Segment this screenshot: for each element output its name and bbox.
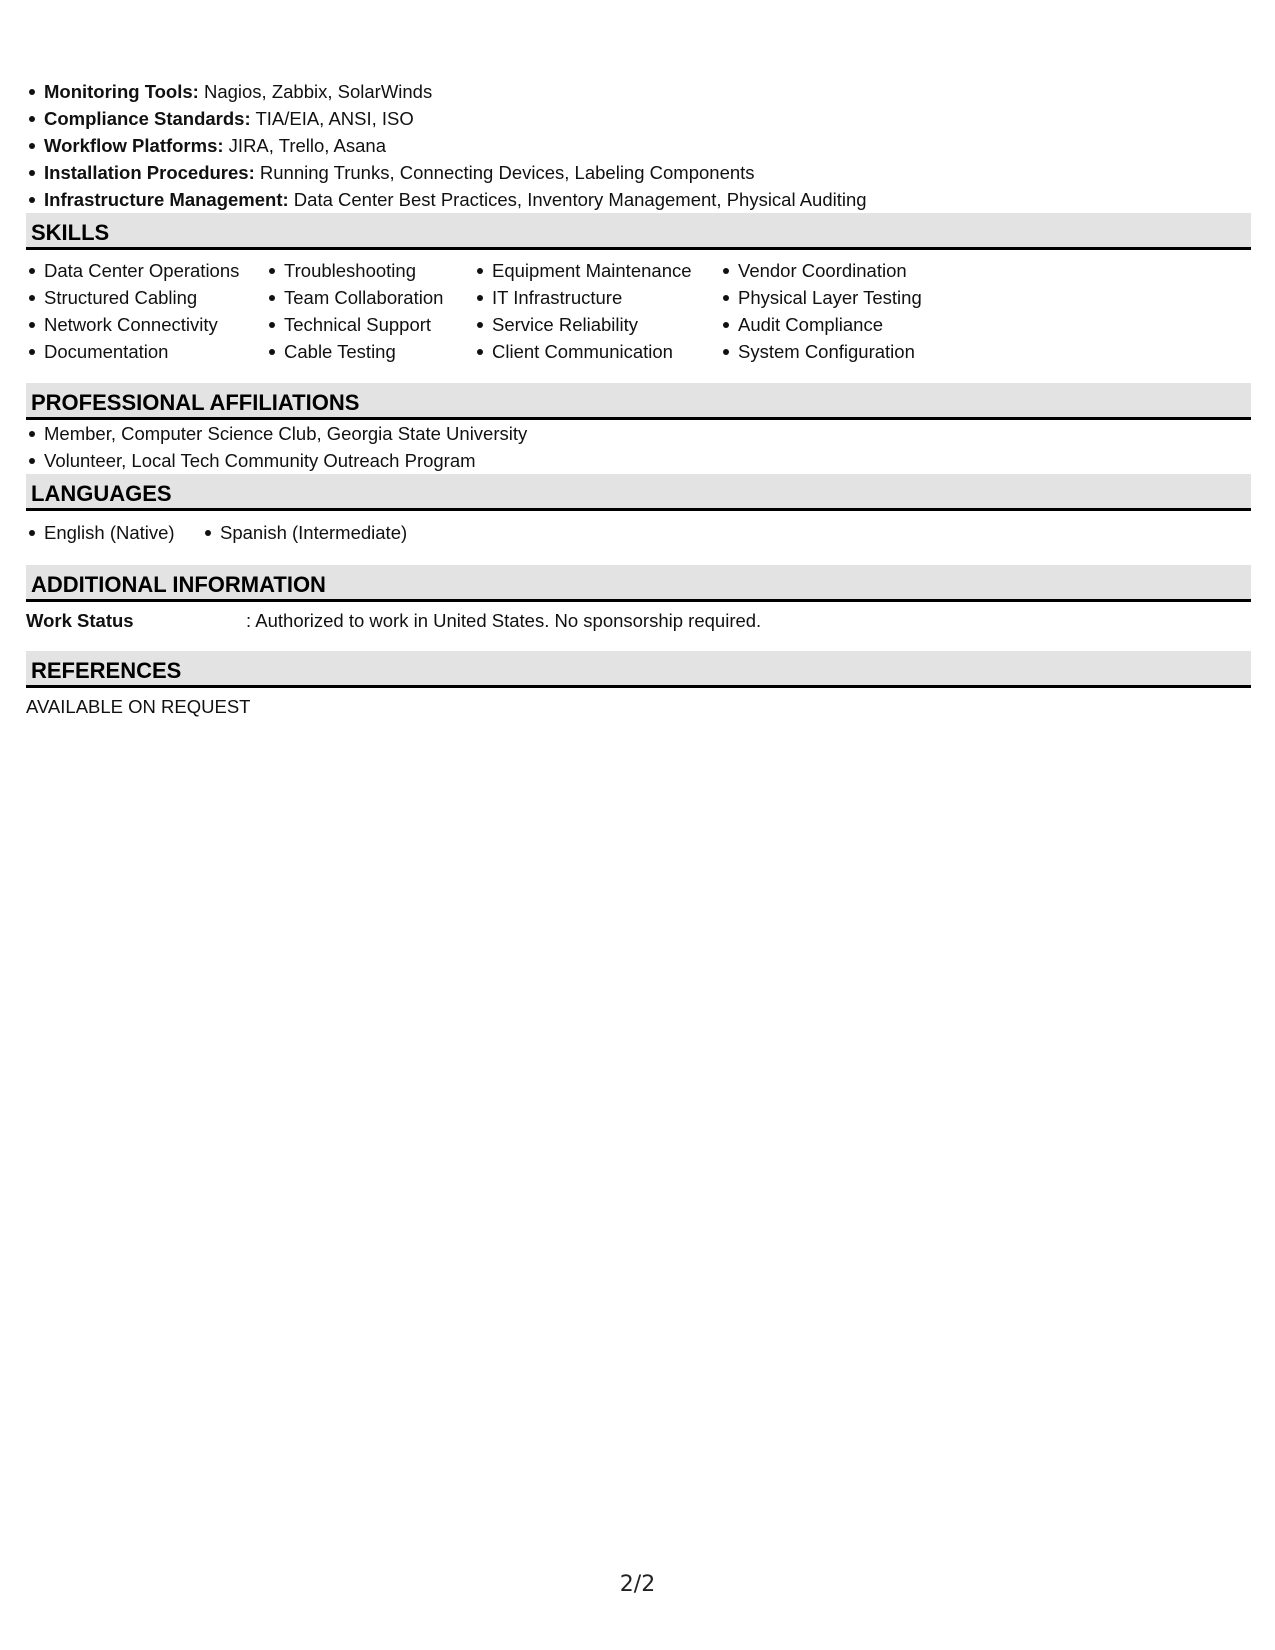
additional-info-section-heading: ADDITIONAL INFORMATION	[26, 565, 1251, 602]
skill-item: Cable Testing	[284, 338, 474, 365]
list-item	[44, 132, 1251, 159]
tool-category-value: TIA/EIA, ANSI, ISO	[250, 108, 414, 129]
language-item: English (Native)	[44, 519, 202, 546]
skills-column	[720, 257, 998, 365]
work-status-row	[26, 607, 1251, 634]
skill-item: Team Collaboration	[284, 284, 474, 311]
affiliations-section-heading: PROFESSIONAL AFFILIATIONS	[26, 383, 1251, 420]
skills-section-heading: SKILLS	[26, 213, 1251, 250]
work-status-label: Work Status	[26, 610, 134, 631]
skill-item: Service Reliability	[492, 311, 720, 338]
skills-column	[474, 257, 720, 365]
languages-column	[202, 519, 450, 546]
skill-item: IT Infrastructure	[492, 284, 720, 311]
tool-category-label: Monitoring Tools:	[44, 81, 199, 102]
skill-item: Technical Support	[284, 311, 474, 338]
affiliation-item: Volunteer, Local Tech Community Outreach Program	[44, 447, 1251, 474]
tool-category-value: Data Center Best Practices, Inventory Management, Physical Auditing	[288, 189, 867, 210]
affiliation-item: Member, Computer Science Club, Georgia State University	[44, 420, 1251, 447]
skill-item: Audit Compliance	[738, 311, 998, 338]
tools-list	[26, 78, 1251, 213]
languages-section-heading: LANGUAGES	[26, 474, 1251, 511]
languages-list	[26, 519, 1251, 546]
resume-page	[26, 78, 1251, 720]
page-number: 2/2	[619, 1572, 656, 1597]
skill-item: Client Communication	[492, 338, 720, 365]
list-item	[44, 159, 1251, 186]
references-text: AVAILABLE ON REQUEST	[26, 696, 251, 717]
tool-category-label: Compliance Standards:	[44, 108, 251, 129]
tool-category-value: Running Trunks, Connecting Devices, Labeling Components	[254, 162, 755, 183]
list-item	[44, 78, 1251, 105]
skills-grid	[26, 257, 1251, 365]
tool-category-label: Workflow Platforms:	[44, 135, 224, 156]
tool-category-value: Nagios, Zabbix, SolarWinds	[198, 81, 433, 102]
tool-category-label: Infrastructure Management:	[44, 189, 289, 210]
tool-category-label: Installation Procedures:	[44, 162, 255, 183]
work-status-value: : Authorized to work in United States. No sponsorship required.	[246, 610, 762, 631]
skill-item: Structured Cabling	[44, 284, 266, 311]
skill-item: Documentation	[44, 338, 266, 365]
skills-column	[266, 257, 474, 365]
skill-item: Physical Layer Testing	[738, 284, 998, 311]
skill-item: Data Center Operations	[44, 257, 266, 284]
skill-item: System Configuration	[738, 338, 998, 365]
skill-item: Network Connectivity	[44, 311, 266, 338]
languages-column	[26, 519, 202, 546]
skills-column	[26, 257, 266, 365]
skill-item: Vendor Coordination	[738, 257, 998, 284]
skill-item: Equipment Maintenance	[492, 257, 720, 284]
list-item	[44, 186, 1251, 213]
tool-category-value: JIRA, Trello, Asana	[223, 135, 387, 156]
references-section-heading: REFERENCES	[26, 651, 1251, 688]
skill-item: Troubleshooting	[284, 257, 474, 284]
affiliations-list	[26, 420, 1251, 474]
list-item	[44, 105, 1251, 132]
language-item: Spanish (Intermediate)	[220, 519, 450, 546]
